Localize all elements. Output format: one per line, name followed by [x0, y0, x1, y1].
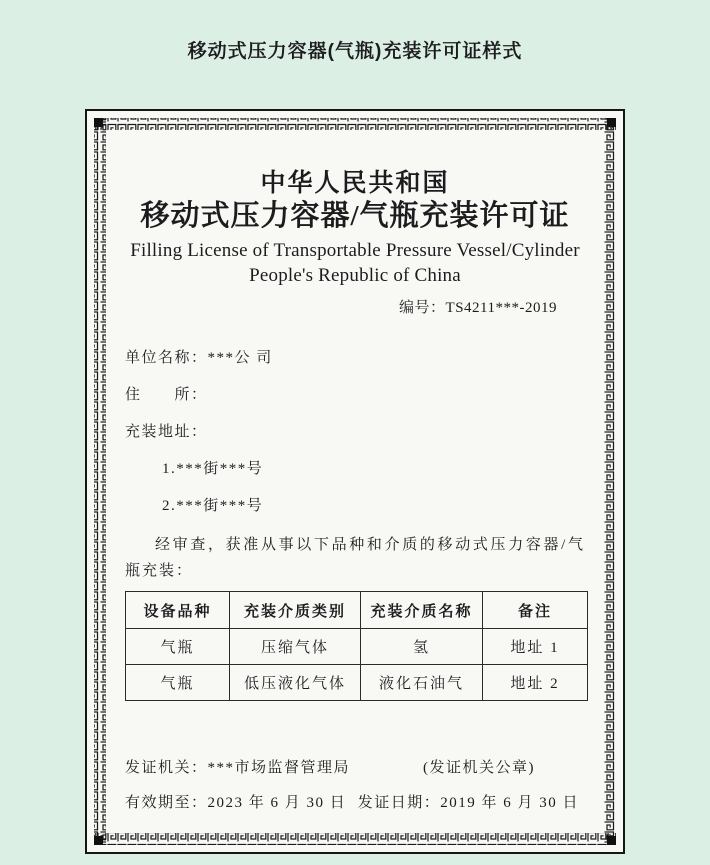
table-cell-medium-name: 氢 [361, 629, 483, 665]
approval-statement: 经审查，获准从事以下品种和介质的移动式压力容器/气瓶充装： [125, 537, 585, 579]
certificate [85, 109, 625, 854]
table-cell-equipment-type: 气瓶 [126, 629, 230, 665]
certificate-content [87, 111, 623, 852]
field-company-name [125, 347, 585, 370]
table-cell-remarks: 地址 1 [483, 629, 588, 665]
company-name-value: ***公 司 [207, 350, 273, 366]
table-cell-medium-name: 液化石油气 [361, 665, 483, 701]
filling-address-item-1: 1.***街***号 [162, 461, 264, 477]
license-number-value: TS4211***-2019 [445, 300, 557, 316]
field-filling-address [125, 421, 585, 444]
issuing-authority [125, 757, 350, 780]
footer-dates-row [125, 792, 585, 815]
table-header-medium-category: 充装介质类别 [230, 592, 361, 629]
table-header-remarks: 备注 [483, 592, 588, 629]
filling-permit-table [125, 591, 588, 701]
valid-until-value: 2023 年 6 月 30 日 [207, 795, 347, 811]
certificate-title-country: 中华人民共和国 [260, 170, 450, 197]
table-cell-medium-category: 低压液化气体 [230, 665, 361, 701]
table-header-row [126, 592, 588, 629]
table-header-medium-name: 充装介质名称 [361, 592, 483, 629]
license-number [125, 296, 585, 317]
valid-until-label: 有效期至： [125, 795, 208, 811]
issue-date [358, 792, 579, 815]
certificate-title-en-line2: People's Republic of China [249, 265, 461, 286]
table-cell-remarks: 地址 2 [483, 665, 588, 701]
residence-label: 住 所： [125, 387, 208, 403]
filling-address-item-2: 2.***街***号 [162, 498, 264, 514]
seal-note: (发证机关公章) [423, 760, 535, 776]
table-row [126, 665, 588, 701]
issue-date-value: 2019 年 6 月 30 日 [440, 795, 579, 811]
certificate-title-en-line1: Filling License of Transportable Pressure Vessel/Cylinder [130, 240, 580, 261]
table-row [126, 629, 588, 665]
license-number-label: 编号： [399, 300, 446, 316]
certificate-title-cn: 移动式压力容器/气瓶充装许可证 [140, 200, 570, 232]
valid-until [125, 792, 346, 815]
filling-address-label: 充装地址： [125, 424, 208, 440]
table-cell-equipment-type: 气瓶 [126, 665, 230, 701]
certificate-fields [125, 347, 585, 518]
company-name-label: 单位名称： [125, 350, 208, 366]
issuing-authority-label: 发证机关： [125, 760, 208, 776]
certificate-footer [125, 757, 585, 815]
issuing-authority-value: ***市场监督管理局 [207, 760, 351, 776]
footer-authority-row [125, 757, 585, 780]
table-cell-medium-category: 压缩气体 [230, 629, 361, 665]
field-residence [125, 384, 585, 407]
table-header-equipment-type: 设备品种 [126, 592, 230, 629]
page-title: 移动式压力容器(气瓶)充装许可证样式 [187, 41, 523, 62]
issue-date-label: 发证日期： [357, 795, 441, 811]
